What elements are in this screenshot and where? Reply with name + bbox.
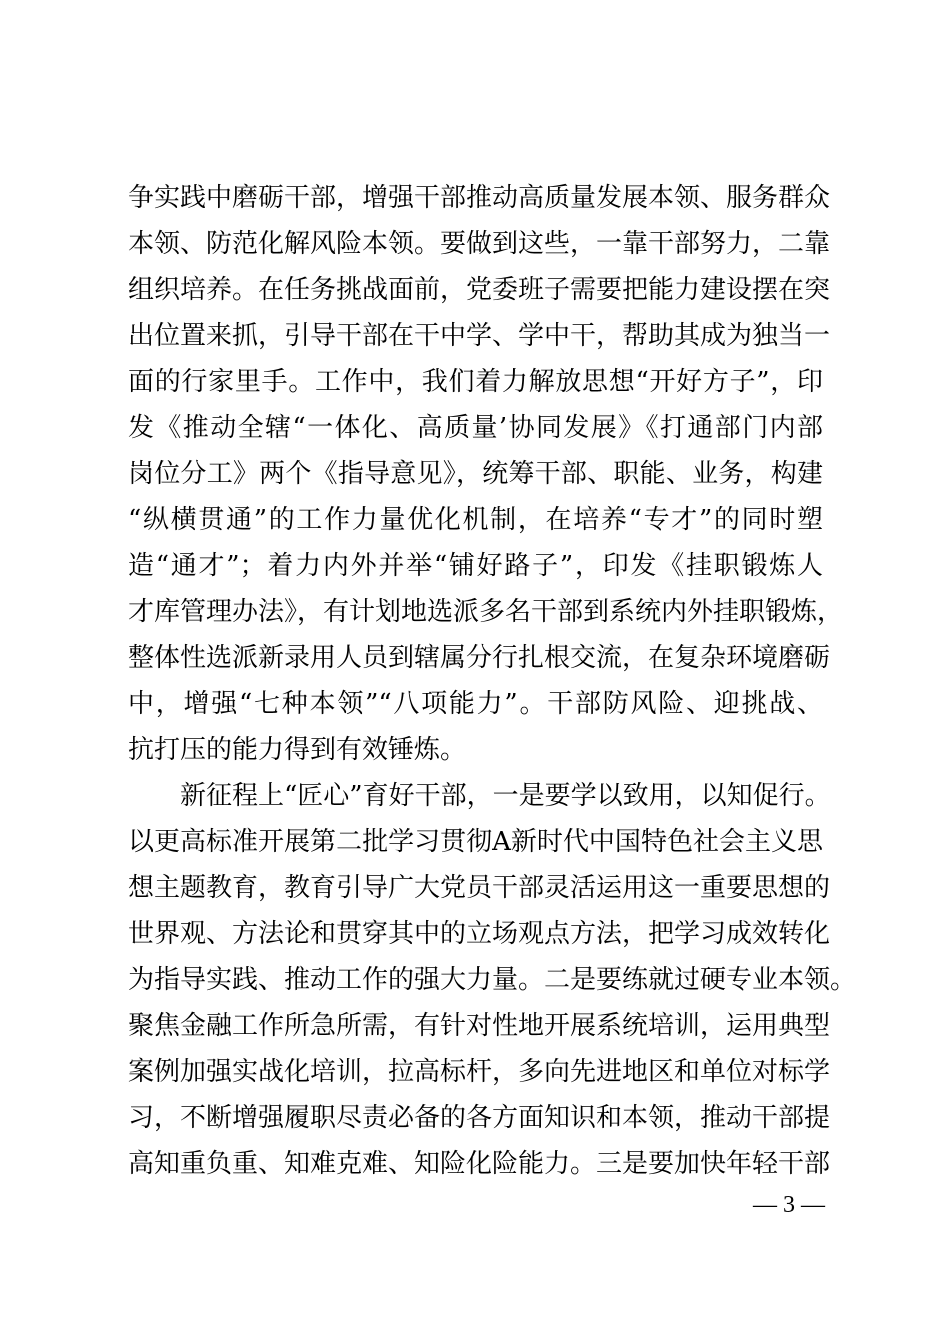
text-line: 想主题教育，教育引导广大党员干部灵活运用这一重要思想的 — [128, 873, 831, 903]
text-line: 才库管理办法》，有计划地选派多名干部到系统内外挂职锻炼， — [128, 597, 844, 627]
text-line: 高知重负重、知难克难、知险化险能力。三是要加快年轻干部 — [128, 1149, 831, 1179]
text-line: 造“通才”；着力内外并举“铺好路子”，印发《挂职锻炼人 — [128, 551, 823, 581]
text-line: 发《推动全辖“一体化、高质量’协同发展》《打通部门内部 — [128, 413, 823, 443]
text-line: 为指导实践、推动工作的强大力量。二是要练就过硬专业本领。 — [128, 965, 857, 995]
paragraph-2 — [128, 773, 857, 1187]
body-text — [128, 175, 857, 1187]
text-line: 世界观、方法论和贯穿其中的立场观点方法，把学习成效转化 — [128, 919, 831, 949]
text-line: 争实践中磨砺干部，增强干部推动高质量发展本领、服务群众 — [128, 183, 831, 213]
text-line: 案例加强实战化培训，拉高标杆，多向先进地区和单位对标学 — [128, 1057, 831, 1087]
text-line: 习，不断增强履职尽责必备的各方面知识和本领，推动干部提 — [128, 1103, 831, 1133]
text-line: 中，增强“七种本领”“八项能力”。干部防风险、迎挑战、 — [128, 689, 823, 719]
page-number: — 3 — — [753, 1192, 825, 1218]
text-line: 岗位分工》两个《指导意见》，统筹干部、职能、业务，构建 — [128, 459, 823, 489]
text-line: 组织培养。在任务挑战面前，党委班子需要把能力建设摆在突 — [128, 275, 831, 305]
text-line: 聚焦金融工作所急所需，有针对性地开展系统培训，运用典型 — [128, 1011, 831, 1041]
text-line: 新征程上“匠心”育好干部，一是要学以致用，以知促行。 — [180, 781, 831, 811]
text-line: 整体性选派新录用人员到辖属分行扎根交流，在复杂环境磨砺 — [128, 643, 831, 673]
paragraph-1 — [128, 175, 844, 773]
text-line: 抗打压的能力得到有效锤炼。 — [128, 735, 467, 765]
text-line: 本领、防范化解风险本领。要做到这些，一靠干部努力，二靠 — [128, 229, 831, 259]
text-line: 出位置来抓，引导干部在干中学、学中干，帮助其成为独当一 — [128, 321, 831, 351]
text-line: 以更高标准开展第二批学习贯彻A新时代中国特色社会主义思 — [128, 827, 823, 857]
text-line: “纵横贯通”的工作力量优化机制，在培养“专才”的同时塑 — [128, 505, 823, 535]
text-line: 面的行家里手。工作中，我们着力解放思想“开好方子”，印 — [128, 367, 823, 397]
